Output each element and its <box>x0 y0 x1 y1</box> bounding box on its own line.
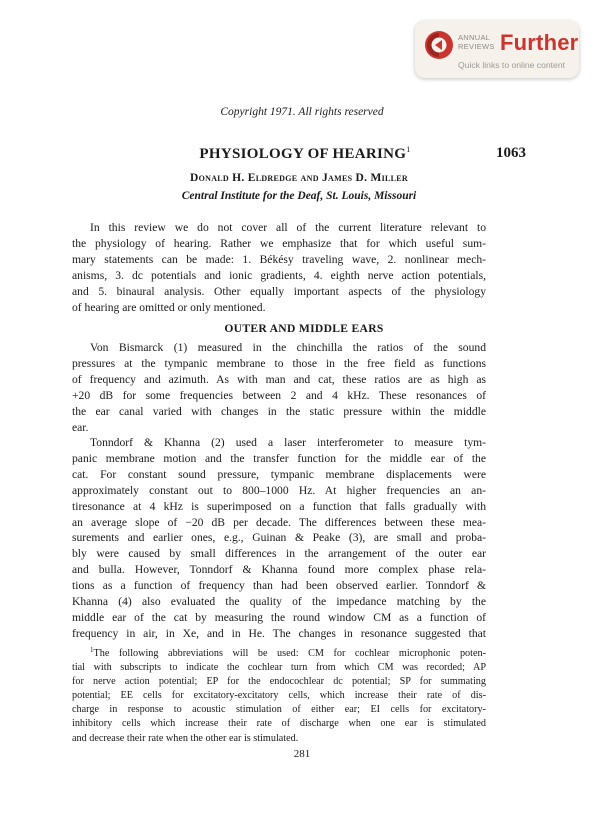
further-quick-links-badge[interactable] <box>415 21 579 78</box>
text-line: the physiology of hearing. Rather we emphasize that for which useful sum- <box>72 236 486 250</box>
text-line: Khanna (4) also evaluated the quality of the impedance matching by the <box>72 595 486 609</box>
body-paragraph-1 <box>72 340 486 435</box>
text-line: ear. <box>72 420 89 434</box>
footnote-line: potential; EE cells for excitatory-excitatory cells, which increase their rate of dis- <box>72 690 486 702</box>
affiliation-line: Central Institute for the Deaf, St. Louis, Missouri <box>181 190 417 202</box>
text-line: tions as a function of frequency than had been observed earlier. Tonndorf & <box>72 579 486 593</box>
footnote-line: for nerve action potential; EP for the endocochlear dc potential; SP for summating <box>72 676 486 688</box>
text-line: In this review we do not cover all of the current literature relevant to <box>90 221 486 234</box>
text-line: Von Bismarck (1) measured in the chinchilla the ratios of the sound <box>90 341 486 354</box>
authors-line: Donald H. Eldredge and James D. Miller <box>189 172 409 184</box>
text-line: pressures at the tympanic membrane to those in the free field as functions <box>72 356 486 370</box>
text-line: mary statements can be made: 1. Békésy traveling wave, 2. nonlinear mech- <box>72 252 486 266</box>
badge-annual-text: ANNUAL <box>458 33 491 42</box>
footnote-mark: 1 <box>90 646 94 654</box>
text-line: +20 dB for some frequencies between 2 and 4 kHz. These resonances of <box>72 388 486 402</box>
text-line: Tonndorf & Khanna (2) used a laser interferometer to measure tym- <box>90 436 486 449</box>
text-line: middle ear of the cat by measuring the round window CM as a function of <box>72 610 486 624</box>
intro-paragraph <box>72 220 486 315</box>
footnote-line-text: The following abbreviations will be used: CM for cochlear microphonic poten- <box>93 648 486 659</box>
footnote-line: tial with subscripts to indicate the cochlear turn from which CM was recorded; AP <box>72 662 486 674</box>
folio-page-number: 281 <box>293 748 311 760</box>
text-line: of frequency and azimuth. As with man and cat, these ratios are as high as <box>72 372 486 386</box>
copyright-line: Copyright 1971. All rights reserved <box>220 106 384 118</box>
footnote-line: inhibitory cells which increase their rate of discharge when one ear is stimulated <box>72 718 486 730</box>
article-title-text: PHYSIOLOGY OF HEARING <box>199 146 407 162</box>
footnote <box>72 643 486 746</box>
title-footnote-mark[interactable]: 1 <box>406 145 411 154</box>
footnote-line <box>72 643 486 661</box>
section-heading: OUTER AND MIDDLE EARS <box>224 322 384 335</box>
badge-subtitle: Quick links to online content <box>458 60 566 70</box>
text-line: an average slope of −20 dB per decade. The differences between these mea- <box>72 515 486 529</box>
text-line: of hearing are omitted or only mentioned. <box>72 300 266 314</box>
journal-page-number: 1063 <box>496 145 526 161</box>
badge-further-text: Further <box>500 30 579 55</box>
text-line: bly were caused by small differences in the arrangement of the outer ear <box>72 547 486 561</box>
footnote-line: and decrease their rate when the other ear is stimulated. <box>72 732 299 744</box>
text-line: panic membrane motion and the transfer function for the middle ear of the <box>72 451 486 465</box>
text-line: cat. For constant sound pressure, tympanic membrane displacements were <box>72 467 486 481</box>
text-line: and bulla. However, Tonndorf & Khanna found more complex phase rela- <box>72 563 486 577</box>
text-line: surements and earlier ones, e.g., Guinan & Peake (3), are small and proba- <box>72 531 486 545</box>
text-line: and 5. binaural analysis. Other equally important aspects of the physiology <box>72 284 486 298</box>
footnote-line: charge in response to acoustic stimulation of either ear; EI cells for excitatory- <box>72 704 486 716</box>
annual-reviews-logo-icon <box>424 30 454 60</box>
text-line: frequency in air, in Xe, and in He. The changes in resonance suggested that <box>72 626 486 640</box>
text-line: tiresonance at 4 kHz is superimposed on a function that falls gradually with <box>72 499 486 513</box>
text-line: anisms, 3. dc potentials and ionic gradients, 4. eighth nerve action potentials, <box>72 268 486 282</box>
text-line: the ear canal varied with changes in the static pressure within the middle <box>72 404 486 418</box>
badge-reviews-text: REVIEWS <box>458 42 495 51</box>
text-line: approximately constant out to 800–1000 Hz. At higher frequencies an an- <box>72 483 486 497</box>
body-paragraph-2 <box>72 435 486 642</box>
